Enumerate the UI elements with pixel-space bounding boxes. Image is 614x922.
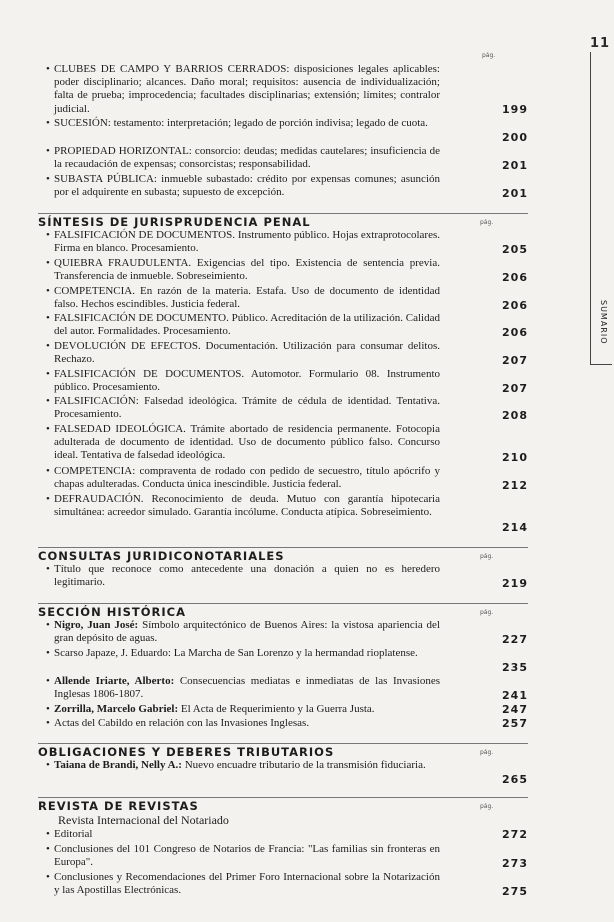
toc-page: 208 xyxy=(502,409,528,422)
section-title: REVISTA DE REVISTAS xyxy=(38,799,199,813)
toc-entry: • Allende Iriarte, Alberto: Consecuencias mediatas e inmediatas de las Invasiones Inglesas 1806-1807. xyxy=(46,675,440,701)
toc-page: 201 xyxy=(502,187,528,200)
section-title: CONSULTAS JURIDICONOTARIALES xyxy=(38,549,285,563)
toc-page: 247 xyxy=(502,703,528,716)
toc-page: 207 xyxy=(502,382,528,395)
pag-label: pág. xyxy=(480,553,494,560)
toc-entry: • FALSIFICACIÓN DE DOCUMENTO. Público. Acreditación de la utilización. Calidad del autor. Formalidades. Procesamiento. xyxy=(46,312,440,338)
toc-entry: • PROPIEDAD HORIZONTAL: consorcio: deudas; medidas cautelares; insuficiencia de la recaudación de expensas; consorcistas; responsabilidad. xyxy=(46,145,440,171)
toc-entry: • Conclusiones del 101 Congreso de Notarios de Francia: "Las familias sin fronteras en Europa". xyxy=(46,843,440,869)
toc-entry: • Actas del Cabildo en relación con las Invasiones Inglesas. xyxy=(46,717,310,729)
toc-page: 235 xyxy=(502,661,528,674)
section-title: OBLIGACIONES Y DEBERES TRIBUTARIOS xyxy=(38,745,335,759)
toc-page: 212 xyxy=(502,479,528,492)
toc-page: 206 xyxy=(502,299,528,312)
toc-page: 272 xyxy=(502,828,528,841)
toc-entry: • Título que reconoce como antecedente una donación a quien no es heredero legitimario. xyxy=(46,563,440,589)
toc-entry: • Nigro, Juan José: Símbolo arquitectónico de Buenos Aires: la vistosa apariencia del gran depósito de aguas. xyxy=(46,619,441,645)
toc-page: 265 xyxy=(502,773,528,786)
toc-entry: • Conclusiones y Recomendaciones del Primer Foro Internacional sobre la Notarización y las Apostillas Electrónicas. xyxy=(46,871,440,897)
pag-label: pág. xyxy=(480,609,494,616)
side-label: SUMARIO xyxy=(599,300,608,345)
toc-entry: • Editorial xyxy=(46,828,93,840)
toc-entry: • FALSIFICACIÓN DE DOCUMENTOS. Instrumento público. Hojas extraprotocolares. Firma en blanco. Procesamiento. xyxy=(46,229,440,255)
toc-entry: • QUIEBRA FRAUDULENTA. Exigencias del tipo. Existencia de sentencia previa. Transferencia de inmueble. Sobreseimiento. xyxy=(46,257,440,283)
toc-entry: • SUBASTA PÚBLICA: inmueble subastado: crédito por expensas comunes; asunción por el adquirente en subasta; supuesto de excepción. xyxy=(46,173,440,199)
toc-page: 257 xyxy=(502,717,528,730)
toc-page: 200 xyxy=(502,131,528,144)
section-rule xyxy=(38,743,528,744)
toc-entry: • DEVOLUCIÓN DE EFECTOS. Documentación. Utilización para consumar delitos. Rechazo. xyxy=(46,340,440,366)
section-title: SECCIÓN HISTÓRICA xyxy=(38,605,186,619)
toc-entry: • COMPETENCIA. En razón de la materia. Estafa. Uso de documento de identidad falso. Hechos escindibles. Justicia federal. xyxy=(46,285,440,311)
pag-label: pág. xyxy=(480,749,494,756)
section-rule xyxy=(38,547,528,548)
toc-page: 275 xyxy=(502,885,528,898)
pag-label: pág. xyxy=(480,219,494,226)
side-rule xyxy=(590,52,591,364)
toc-entry: • DEFRAUDACIÓN. Reconocimiento de deuda. Mutuo con garantía hipotecaria simultánea: acreedor simulado. Garantía incólume. Conducta atípica. Sobreseimiento. xyxy=(46,493,440,519)
toc-page: 207 xyxy=(502,354,528,367)
toc-page: 199 xyxy=(502,103,528,116)
section-title: SÍNTESIS DE JURISPRUDENCIA PENAL xyxy=(38,215,311,229)
toc-page: 227 xyxy=(502,633,528,646)
toc-page: 219 xyxy=(502,577,528,590)
pag-label: pág. xyxy=(480,803,494,810)
toc-entry: • Zorrilla, Marcelo Gabriel: El Acta de Requerimiento y la Guerra Justa. xyxy=(46,703,375,715)
toc-page: 241 xyxy=(502,689,528,702)
toc-page: 205 xyxy=(502,243,528,256)
side-rule-tick xyxy=(590,364,612,365)
section-rule xyxy=(38,603,528,604)
pag-label: pág. xyxy=(482,52,496,59)
toc-page: 214 xyxy=(502,521,528,534)
section-rule xyxy=(38,213,528,214)
page-number: 11 xyxy=(590,36,611,51)
section-rule xyxy=(38,797,528,798)
toc-page: 273 xyxy=(502,857,528,870)
toc-page: 206 xyxy=(502,326,528,339)
toc-entry: • FALSIFICACIÓN DE DOCUMENTOS. Automotor. Formulario 08. Instrumento público. Procesamiento. xyxy=(46,368,440,394)
section-subtitle: Revista Internacional del Notariado xyxy=(58,813,229,827)
toc-entry: • FALSIFICACIÓN: Falsedad ideológica. Trámite de cédula de identidad. Tentativa. Procesamiento. xyxy=(46,395,440,421)
toc-entry: • Scarso Japaze, J. Eduardo: La Marcha de San Lorenzo y la hermandad rioplatense. xyxy=(46,647,418,659)
toc-entry: • FALSEDAD IDEOLÓGICA. Trámite abortado de residencia permanente. Fotocopia adulterada de documento de identidad. Uso de documento público falso. Concurso ideal. Tentativa de falsedad ideológica. xyxy=(46,423,440,462)
toc-entry: • CLUBES DE CAMPO Y BARRIOS CERRADOS: disposiciones legales aplicables: poder disciplinario; alcances. Daño moral; requisitos: ausencia de individualización; falta de prueba; improcedencia; facultades disciplinarias; extensión; límites; contralor judicial. xyxy=(46,63,440,115)
toc-entry: • Taiana de Brandi, Nelly A.: Nuevo encuadre tributario de la transmisión fiduciaria. xyxy=(46,759,426,771)
toc-entry: • SUCESIÓN: testamento: interpretación; legado de porción indivisa; legado de cuota. xyxy=(46,117,428,129)
toc-entry: • COMPETENCIA: compraventa de rodado con pedido de secuestro, título apócrifo y chapas adulteradas. Conducta única inescindible. Justicia federal. xyxy=(46,465,440,491)
toc-page: 210 xyxy=(502,451,528,464)
toc-page: 201 xyxy=(502,159,528,172)
toc-page: 206 xyxy=(502,271,528,284)
